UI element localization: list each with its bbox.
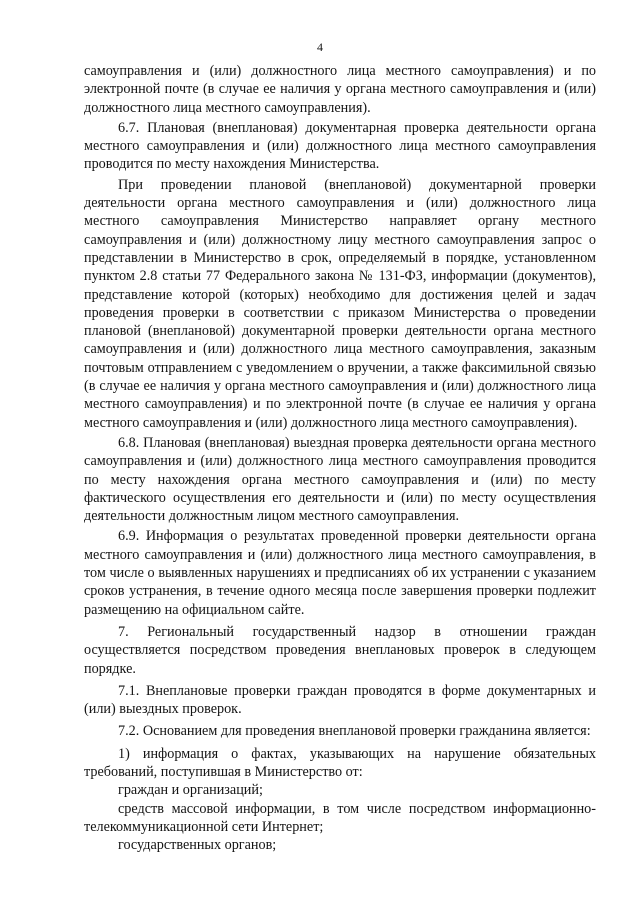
list-item-citizens: граждан и организаций; <box>118 782 263 799</box>
paragraph-7: 7. Региональный государственный надзор в отношении граждан осуществляется посредством проведения внеплановых проверок в следующем порядке. <box>84 623 596 677</box>
paragraph-continuation: самоуправления и (или) должностного лица местного самоуправления) и по электронной почте (в случае ее наличия у органа местного самоуправления и (или) должностного лица местного самоуправления). <box>84 63 596 116</box>
paragraph-7-2: 7.2. Основанием для проведения внеплановой проверки гражданина является: <box>118 723 591 740</box>
list-item-media: средств массовой информации, в том числе посредством информационно-телекоммуникационной сети Интернет; <box>84 800 596 835</box>
paragraph-6-7-request: При проведении плановой (внеплановой) документарной проверки деятельности органа местного самоуправления и (или) должностного лица местного самоуправления Министерство направляет органу местного самоуправления и (или) должностному лицу местного самоуправления запрос о представлении в Министерство в срок, определяемый в порядке, установленном пунктом 2.8 статьи 77 Федерального закона № 131-ФЗ, информации (документов), представление которой (которых) необходимо для достижения целей и задач проведения проверки в соответствии с приказом Министерства о проведении плановой (внеплановой) документарной проверки деятельности органа местного самоуправления и (или) должностного лица местного самоуправления, заказным почтовым отправлением с уведомлением о вручении, а также факсимильной связью (в случае ее наличия у органа местного самоуправления и (или) должностного лица местного самоуправления) и по электронной почте (в случае ее наличия у органа местного самоуправления и (или) должностного лица местного самоуправления). <box>84 176 596 431</box>
page-number: 4 <box>317 40 323 54</box>
paragraph-6-9: 6.9. Информация о результатах проведенной проверки деятельности органа местного самоуправления и (или) должностного лица местного самоуправления, в том числе о выявленных нарушениях и предписаниях об их устранении с указанием сроков устранения, в течение одного месяца после завершения проверки подлежит размещению на официальном сайте. <box>84 528 596 618</box>
paragraph-7-2-item-1: 1) информация о фактах, указывающих на нарушение обязательных требований, поступившая в Министерство от: <box>84 745 596 780</box>
paragraph-7-1: 7.1. Внеплановые проверки граждан проводятся в форме документарных и (или) выездных проверок. <box>84 682 596 718</box>
paragraph-6-7: 6.7. Плановая (внеплановая) документарная проверка деятельности органа местного самоуправления и (или) должностного лица местного самоуправления проводится по месту нахождения Министерства. <box>84 119 596 173</box>
document-body <box>84 62 596 854</box>
list-item-state-bodies: государственных органов; <box>118 837 277 854</box>
paragraph-6-8: 6.8. Плановая (внеплановая) выездная проверка деятельности органа местного самоуправления и (или) должностного лица местного самоуправления проводится по месту нахождения органа местного самоуправления и (или) по месту фактического осуществления его деятельности и (или) по месту осуществления деятельности должностным лицом местного самоуправления. <box>84 434 596 525</box>
